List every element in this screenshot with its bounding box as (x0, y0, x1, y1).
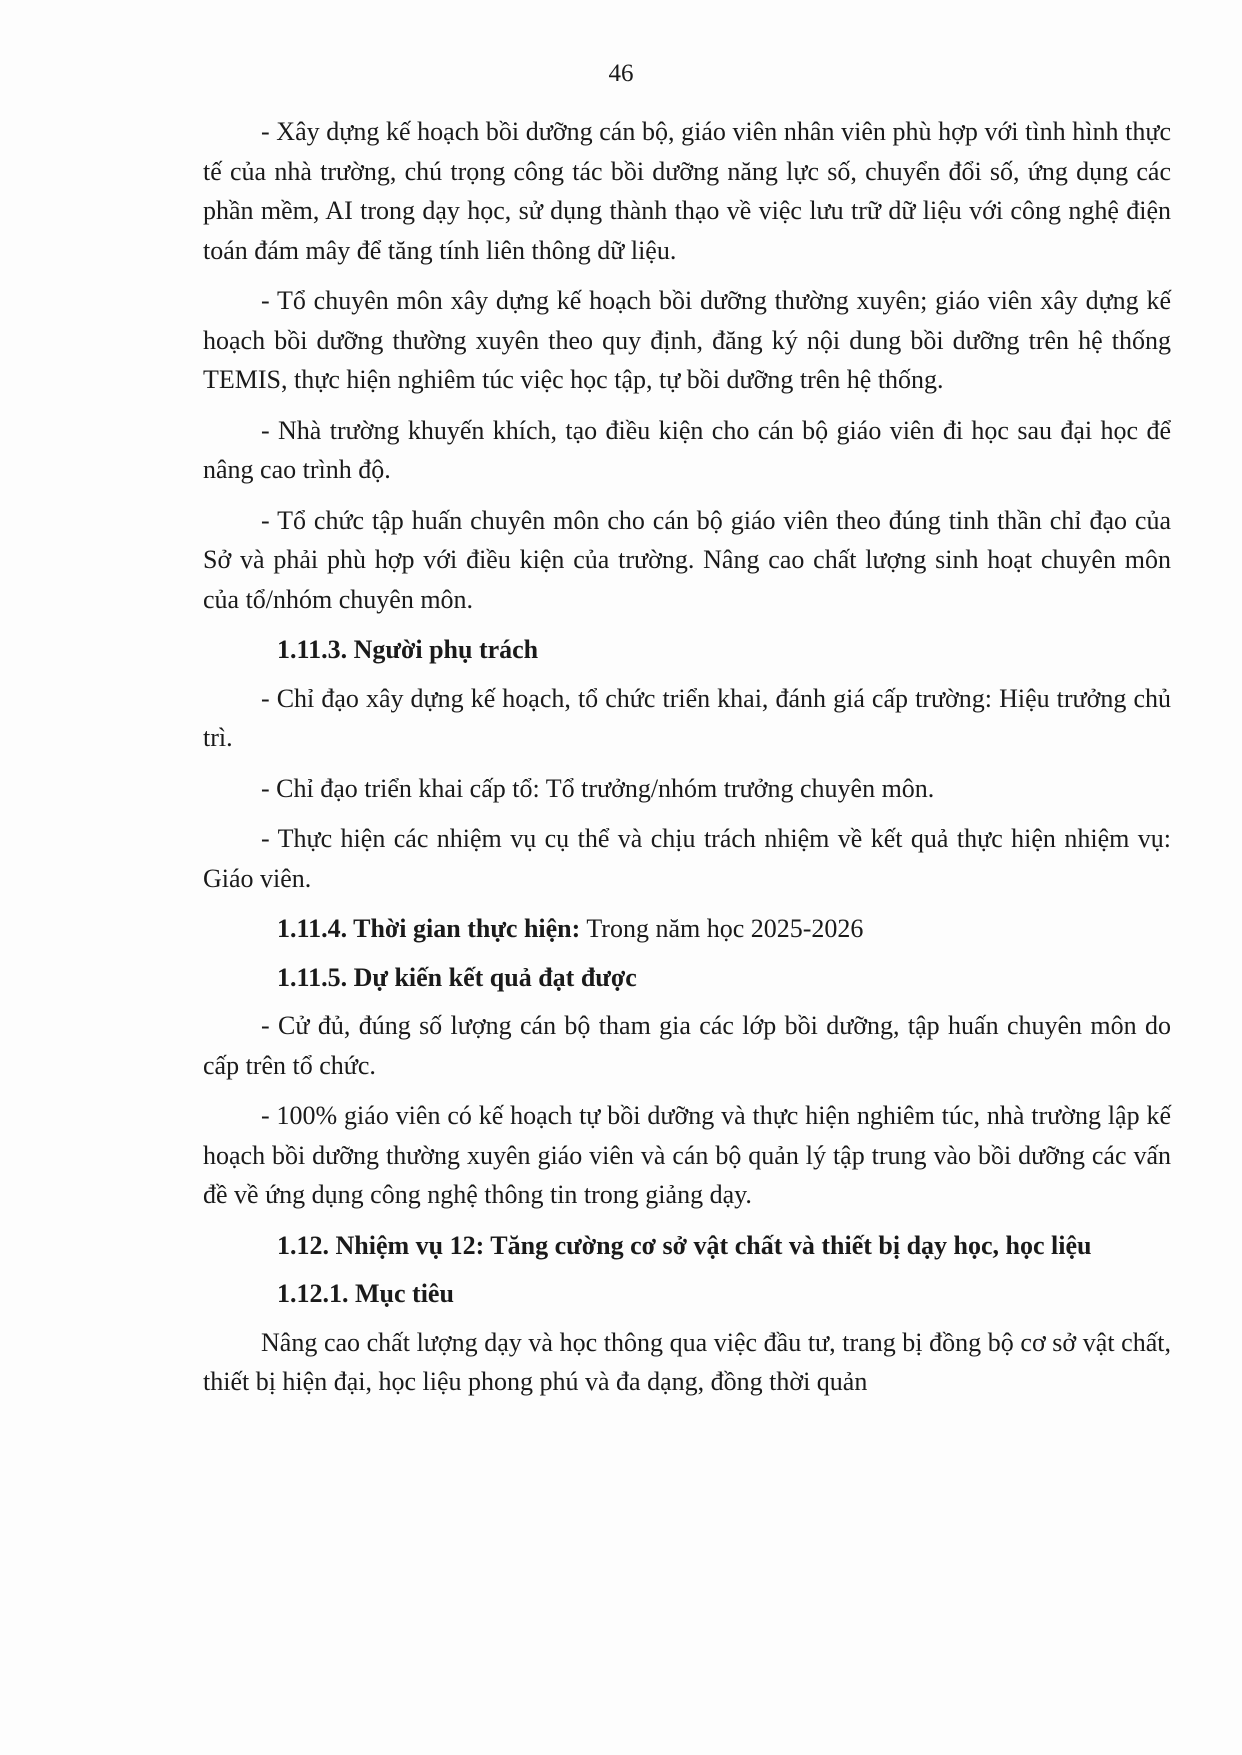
heading-1-11-4-value: Trong năm học 2025-2026 (580, 914, 864, 943)
heading-1-11-4-label: 1.11.4. Thời gian thực hiện: (277, 914, 581, 943)
heading-1-11-3: 1.11.3. Người phụ trách (277, 635, 539, 664)
page-number: 46 (608, 60, 634, 87)
heading-1-11-5: 1.11.5. Dự kiến kết quả đạt được (277, 962, 637, 992)
heading-1-12: 1.12. Nhiệm vụ 12: Tăng cường cơ sở vật chất và thiết bị dạy học, học liệu (277, 1230, 1092, 1260)
heading-1-12-1: 1.12.1. Mục tiêu (277, 1279, 454, 1308)
paragraph-postgraduate: - Nhà trường khuyến khích, tạo điều kiện cho cán bộ giáo viên đi học sau đại học để nâng cao trình độ. (203, 415, 1171, 484)
paragraph-self-training: - 100% giáo viên có kế hoạch tự bồi dưỡng và thực hiện nghiêm túc, nhà trường lập kế hoạch bồi dưỡng thường xuyên giáo viên và cán bộ quản lý tập trung vào bồi dưỡng các vấn đề về ứng dụng công nghệ thông tin trong giảng dạy. (203, 1101, 1171, 1209)
paragraph-workshops: - Tổ chức tập huấn chuyên môn cho cán bộ giáo viên theo đúng tinh thần chỉ đạo của Sở và phải phù hợp với điều kiện của trường. Nâng cao chất lượng sinh hoạt chuyên môn của tổ/nhóm chuyên môn. (203, 505, 1171, 614)
paragraph-send-staff: - Cử đủ, đúng số lượng cán bộ tham gia các lớp bồi dưỡng, tập huấn chuyên môn do cấp trên tổ chức. (203, 1011, 1171, 1080)
paragraph-plan-training: - Xây dựng kế hoạch bồi dưỡng cán bộ, giáo viên nhân viên phù hợp với tình hình thực tế của nhà trường, chú trọng công tác bồi dưỡng năng lực số, chuyển đổi số, ứng dụng các phần mềm, AI trong dạy học, sử dụng thành thạo về việc lưu trữ dữ liệu với công nghệ điện toán đám mây để tăng tính liên thông dữ liệu. (203, 117, 1171, 265)
paragraph-teachers: - Thực hiện các nhiệm vụ cụ thể và chịu trách nhiệm về kết quả thực hiện nhiệm vụ: Giáo viên. (203, 824, 1171, 893)
paragraph-school-level: - Chỉ đạo xây dựng kế hoạch, tổ chức triển khai, đánh giá cấp trường: Hiệu trưởng chủ trì. (203, 683, 1171, 752)
paragraph-objective: Nâng cao chất lượng dạy và học thông qua việc đầu tư, trang bị đồng bộ cơ sở vật chất, thiết bị hiện đại, học liệu phong phú và đa dạng, đồng thời quản (203, 1327, 1171, 1396)
paragraph-group-level: - Chỉ đạo triển khai cấp tổ: Tổ trưởng/nhóm trưởng chuyên môn. (261, 773, 935, 803)
paragraph-regular-training: - Tổ chuyên môn xây dựng kế hoạch bồi dưỡng thường xuyên; giáo viên xây dựng kế hoạch bồi dưỡng thường xuyên theo quy định, đăng ký nội dung bồi dưỡng trên hệ thống TEMIS, thực hiện nghiêm túc việc học tập, tự bồi dưỡng trên hệ thống. (203, 286, 1171, 394)
heading-1-11-4 (203, 909, 1171, 949)
page-body (203, 112, 1171, 1413)
